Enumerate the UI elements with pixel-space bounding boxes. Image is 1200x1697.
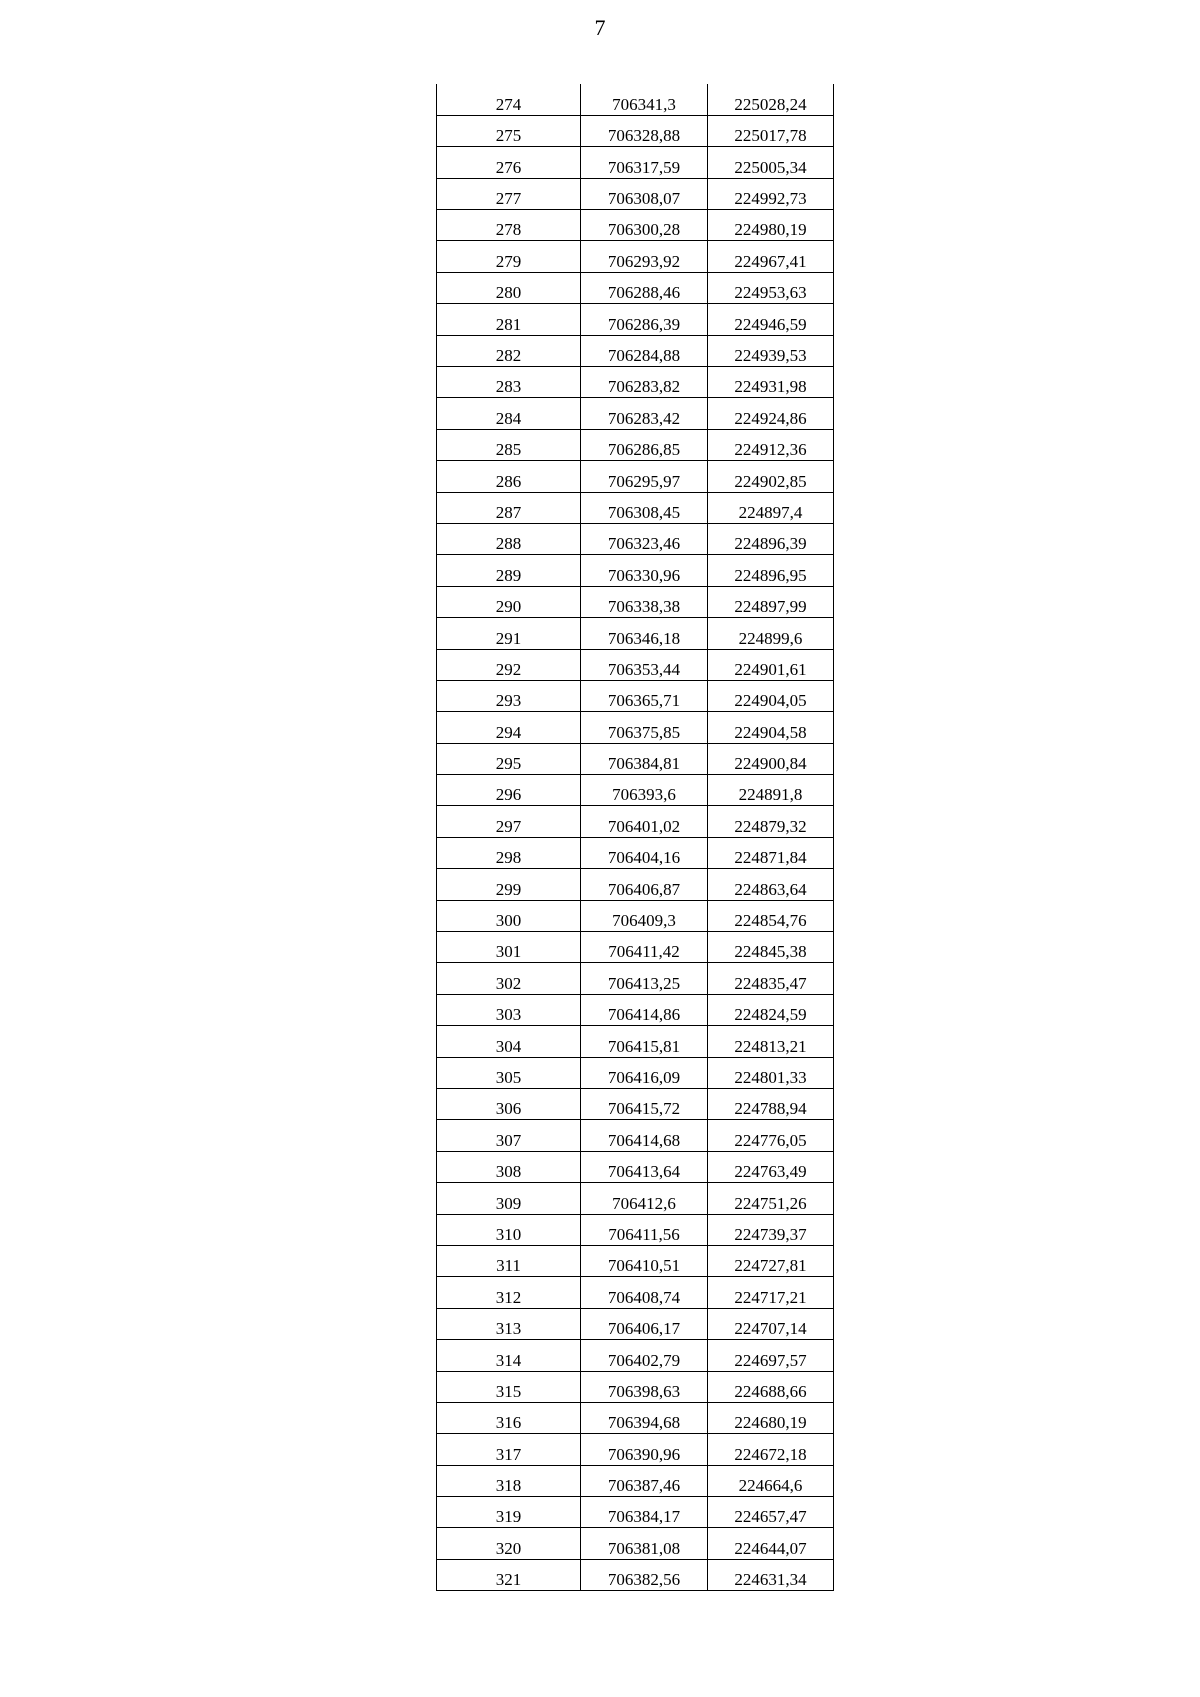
table-row <box>437 1151 834 1182</box>
y-coordinate-cell: 224672,18 <box>708 1434 834 1465</box>
table-row <box>437 115 834 146</box>
point-number-cell: 285 <box>437 429 581 460</box>
x-coordinate-cell: 706394,68 <box>581 1402 708 1433</box>
point-number-cell: 281 <box>437 304 581 335</box>
y-coordinate-cell: 224813,21 <box>708 1026 834 1057</box>
table-row <box>437 1120 834 1151</box>
table-row <box>437 335 834 366</box>
point-number-cell: 321 <box>437 1559 581 1590</box>
y-coordinate-cell: 224854,76 <box>708 900 834 931</box>
x-coordinate-cell: 706413,64 <box>581 1151 708 1182</box>
y-coordinate-cell: 224931,98 <box>708 367 834 398</box>
point-number-cell: 311 <box>437 1245 581 1276</box>
point-number-cell: 282 <box>437 335 581 366</box>
x-coordinate-cell: 706406,87 <box>581 869 708 900</box>
table-row <box>437 523 834 554</box>
point-number-cell: 303 <box>437 994 581 1025</box>
table-row <box>437 492 834 523</box>
table-row <box>437 367 834 398</box>
point-number-cell: 278 <box>437 210 581 241</box>
table-row <box>437 1308 834 1339</box>
table-row <box>437 649 834 680</box>
point-number-cell: 309 <box>437 1183 581 1214</box>
x-coordinate-cell: 706328,88 <box>581 115 708 146</box>
x-coordinate-cell: 706293,92 <box>581 241 708 272</box>
y-coordinate-cell: 224953,63 <box>708 272 834 303</box>
x-coordinate-cell: 706393,6 <box>581 775 708 806</box>
y-coordinate-cell: 224900,84 <box>708 743 834 774</box>
x-coordinate-cell: 706387,46 <box>581 1465 708 1496</box>
x-coordinate-cell: 706412,6 <box>581 1183 708 1214</box>
x-coordinate-cell: 706353,44 <box>581 649 708 680</box>
point-number-cell: 288 <box>437 523 581 554</box>
table-row <box>437 555 834 586</box>
point-number-cell: 294 <box>437 712 581 743</box>
x-coordinate-cell: 706413,25 <box>581 963 708 994</box>
table-row <box>437 241 834 272</box>
x-coordinate-cell: 706283,82 <box>581 367 708 398</box>
y-coordinate-cell: 224980,19 <box>708 210 834 241</box>
y-coordinate-cell: 224899,6 <box>708 618 834 649</box>
point-number-cell: 318 <box>437 1465 581 1496</box>
y-coordinate-cell: 224688,66 <box>708 1371 834 1402</box>
y-coordinate-cell: 224924,86 <box>708 398 834 429</box>
x-coordinate-cell: 706411,42 <box>581 932 708 963</box>
point-number-cell: 316 <box>437 1402 581 1433</box>
table-row <box>437 1434 834 1465</box>
table-row <box>437 1497 834 1528</box>
y-coordinate-cell: 224901,61 <box>708 649 834 680</box>
table-row <box>437 775 834 806</box>
point-number-cell: 312 <box>437 1277 581 1308</box>
x-coordinate-cell: 706338,38 <box>581 586 708 617</box>
table-row <box>437 743 834 774</box>
y-coordinate-cell: 224707,14 <box>708 1308 834 1339</box>
x-coordinate-cell: 706288,46 <box>581 272 708 303</box>
y-coordinate-cell: 224904,05 <box>708 680 834 711</box>
x-coordinate-cell: 706286,39 <box>581 304 708 335</box>
y-coordinate-cell: 224896,39 <box>708 523 834 554</box>
x-coordinate-cell: 706300,28 <box>581 210 708 241</box>
table-row <box>437 398 834 429</box>
y-coordinate-cell: 224897,4 <box>708 492 834 523</box>
point-number-cell: 291 <box>437 618 581 649</box>
table-row <box>437 1026 834 1057</box>
y-coordinate-cell: 224835,47 <box>708 963 834 994</box>
y-coordinate-cell: 224788,94 <box>708 1089 834 1120</box>
y-coordinate-cell: 224871,84 <box>708 837 834 868</box>
point-number-cell: 296 <box>437 775 581 806</box>
x-coordinate-cell: 706284,88 <box>581 335 708 366</box>
x-coordinate-cell: 706375,85 <box>581 712 708 743</box>
point-number-cell: 307 <box>437 1120 581 1151</box>
x-coordinate-cell: 706414,86 <box>581 994 708 1025</box>
x-coordinate-cell: 706346,18 <box>581 618 708 649</box>
y-coordinate-cell: 224863,64 <box>708 869 834 900</box>
y-coordinate-cell: 224824,59 <box>708 994 834 1025</box>
point-number-cell: 306 <box>437 1089 581 1120</box>
y-coordinate-cell: 225017,78 <box>708 115 834 146</box>
table-row <box>437 963 834 994</box>
x-coordinate-cell: 706398,63 <box>581 1371 708 1402</box>
y-coordinate-cell: 224912,36 <box>708 429 834 460</box>
x-coordinate-cell: 706381,08 <box>581 1528 708 1559</box>
table-row <box>437 1057 834 1088</box>
table-row <box>437 1277 834 1308</box>
y-coordinate-cell: 224739,37 <box>708 1214 834 1245</box>
point-number-cell: 277 <box>437 178 581 209</box>
table-row <box>437 1528 834 1559</box>
point-number-cell: 286 <box>437 461 581 492</box>
point-number-cell: 297 <box>437 806 581 837</box>
point-number-cell: 280 <box>437 272 581 303</box>
table-row <box>437 869 834 900</box>
x-coordinate-cell: 706410,51 <box>581 1245 708 1276</box>
y-coordinate-cell: 224657,47 <box>708 1497 834 1528</box>
x-coordinate-cell: 706402,79 <box>581 1340 708 1371</box>
point-number-cell: 313 <box>437 1308 581 1339</box>
page-number: 7 <box>594 15 606 40</box>
table-row <box>437 272 834 303</box>
table-row <box>437 429 834 460</box>
table-row <box>437 712 834 743</box>
y-coordinate-cell: 224939,53 <box>708 335 834 366</box>
x-coordinate-cell: 706382,56 <box>581 1559 708 1590</box>
point-number-cell: 305 <box>437 1057 581 1088</box>
y-coordinate-cell: 224631,34 <box>708 1559 834 1590</box>
y-coordinate-cell: 224902,85 <box>708 461 834 492</box>
point-number-cell: 276 <box>437 147 581 178</box>
y-coordinate-cell: 224967,41 <box>708 241 834 272</box>
y-coordinate-cell: 224896,95 <box>708 555 834 586</box>
x-coordinate-cell: 706341,3 <box>581 84 708 115</box>
y-coordinate-cell: 224904,58 <box>708 712 834 743</box>
point-number-cell: 283 <box>437 367 581 398</box>
point-number-cell: 289 <box>437 555 581 586</box>
x-coordinate-cell: 706406,17 <box>581 1308 708 1339</box>
point-number-cell: 304 <box>437 1026 581 1057</box>
table-row <box>437 586 834 617</box>
table-row <box>437 1245 834 1276</box>
point-number-cell: 315 <box>437 1371 581 1402</box>
point-number-cell: 310 <box>437 1214 581 1245</box>
table-row <box>437 304 834 335</box>
point-number-cell: 284 <box>437 398 581 429</box>
point-number-cell: 279 <box>437 241 581 272</box>
y-coordinate-cell: 224845,38 <box>708 932 834 963</box>
point-number-cell: 319 <box>437 1497 581 1528</box>
table-row <box>437 461 834 492</box>
y-coordinate-cell: 224697,57 <box>708 1340 834 1371</box>
x-coordinate-cell: 706330,96 <box>581 555 708 586</box>
point-number-cell: 302 <box>437 963 581 994</box>
point-number-cell: 293 <box>437 680 581 711</box>
y-coordinate-cell: 224680,19 <box>708 1402 834 1433</box>
table-row <box>437 147 834 178</box>
y-coordinate-cell: 225028,24 <box>708 84 834 115</box>
point-number-cell: 295 <box>437 743 581 774</box>
point-number-cell: 320 <box>437 1528 581 1559</box>
y-coordinate-cell: 224801,33 <box>708 1057 834 1088</box>
table-row <box>437 837 834 868</box>
y-coordinate-cell: 224776,05 <box>708 1120 834 1151</box>
table-row <box>437 1402 834 1433</box>
point-number-cell: 292 <box>437 649 581 680</box>
x-coordinate-cell: 706295,97 <box>581 461 708 492</box>
point-number-cell: 299 <box>437 869 581 900</box>
point-number-cell: 317 <box>437 1434 581 1465</box>
x-coordinate-cell: 706323,46 <box>581 523 708 554</box>
coordinates-table-body <box>437 84 834 1591</box>
table-row <box>437 84 834 115</box>
y-coordinate-cell: 224879,32 <box>708 806 834 837</box>
table-row <box>437 806 834 837</box>
y-coordinate-cell: 224897,99 <box>708 586 834 617</box>
table-row <box>437 994 834 1025</box>
y-coordinate-cell: 224891,8 <box>708 775 834 806</box>
y-coordinate-cell: 225005,34 <box>708 147 834 178</box>
x-coordinate-cell: 706404,16 <box>581 837 708 868</box>
y-coordinate-cell: 224644,07 <box>708 1528 834 1559</box>
x-coordinate-cell: 706401,02 <box>581 806 708 837</box>
y-coordinate-cell: 224717,21 <box>708 1277 834 1308</box>
table-row <box>437 1089 834 1120</box>
point-number-cell: 301 <box>437 932 581 963</box>
point-number-cell: 287 <box>437 492 581 523</box>
point-number-cell: 298 <box>437 837 581 868</box>
table-row <box>437 1183 834 1214</box>
point-number-cell: 275 <box>437 115 581 146</box>
coordinates-table <box>436 84 834 1591</box>
table-row <box>437 1371 834 1402</box>
x-coordinate-cell: 706415,81 <box>581 1026 708 1057</box>
point-number-cell: 290 <box>437 586 581 617</box>
x-coordinate-cell: 706416,09 <box>581 1057 708 1088</box>
x-coordinate-cell: 706384,81 <box>581 743 708 774</box>
point-number-cell: 274 <box>437 84 581 115</box>
x-coordinate-cell: 706317,59 <box>581 147 708 178</box>
y-coordinate-cell: 224992,73 <box>708 178 834 209</box>
y-coordinate-cell: 224664,6 <box>708 1465 834 1496</box>
table-row <box>437 210 834 241</box>
x-coordinate-cell: 706411,56 <box>581 1214 708 1245</box>
x-coordinate-cell: 706308,45 <box>581 492 708 523</box>
y-coordinate-cell: 224751,26 <box>708 1183 834 1214</box>
y-coordinate-cell: 224727,81 <box>708 1245 834 1276</box>
table-row <box>437 178 834 209</box>
x-coordinate-cell: 706409,3 <box>581 900 708 931</box>
x-coordinate-cell: 706365,71 <box>581 680 708 711</box>
table-row <box>437 932 834 963</box>
y-coordinate-cell: 224763,49 <box>708 1151 834 1182</box>
x-coordinate-cell: 706390,96 <box>581 1434 708 1465</box>
x-coordinate-cell: 706384,17 <box>581 1497 708 1528</box>
x-coordinate-cell: 706283,42 <box>581 398 708 429</box>
point-number-cell: 314 <box>437 1340 581 1371</box>
table-row <box>437 1214 834 1245</box>
y-coordinate-cell: 224946,59 <box>708 304 834 335</box>
table-row <box>437 1340 834 1371</box>
table-row <box>437 1465 834 1496</box>
point-number-cell: 300 <box>437 900 581 931</box>
x-coordinate-cell: 706414,68 <box>581 1120 708 1151</box>
point-number-cell: 308 <box>437 1151 581 1182</box>
x-coordinate-cell: 706286,85 <box>581 429 708 460</box>
table-row <box>437 618 834 649</box>
table-row <box>437 900 834 931</box>
table-row <box>437 1559 834 1590</box>
x-coordinate-cell: 706415,72 <box>581 1089 708 1120</box>
x-coordinate-cell: 706408,74 <box>581 1277 708 1308</box>
x-coordinate-cell: 706308,07 <box>581 178 708 209</box>
table-row <box>437 680 834 711</box>
